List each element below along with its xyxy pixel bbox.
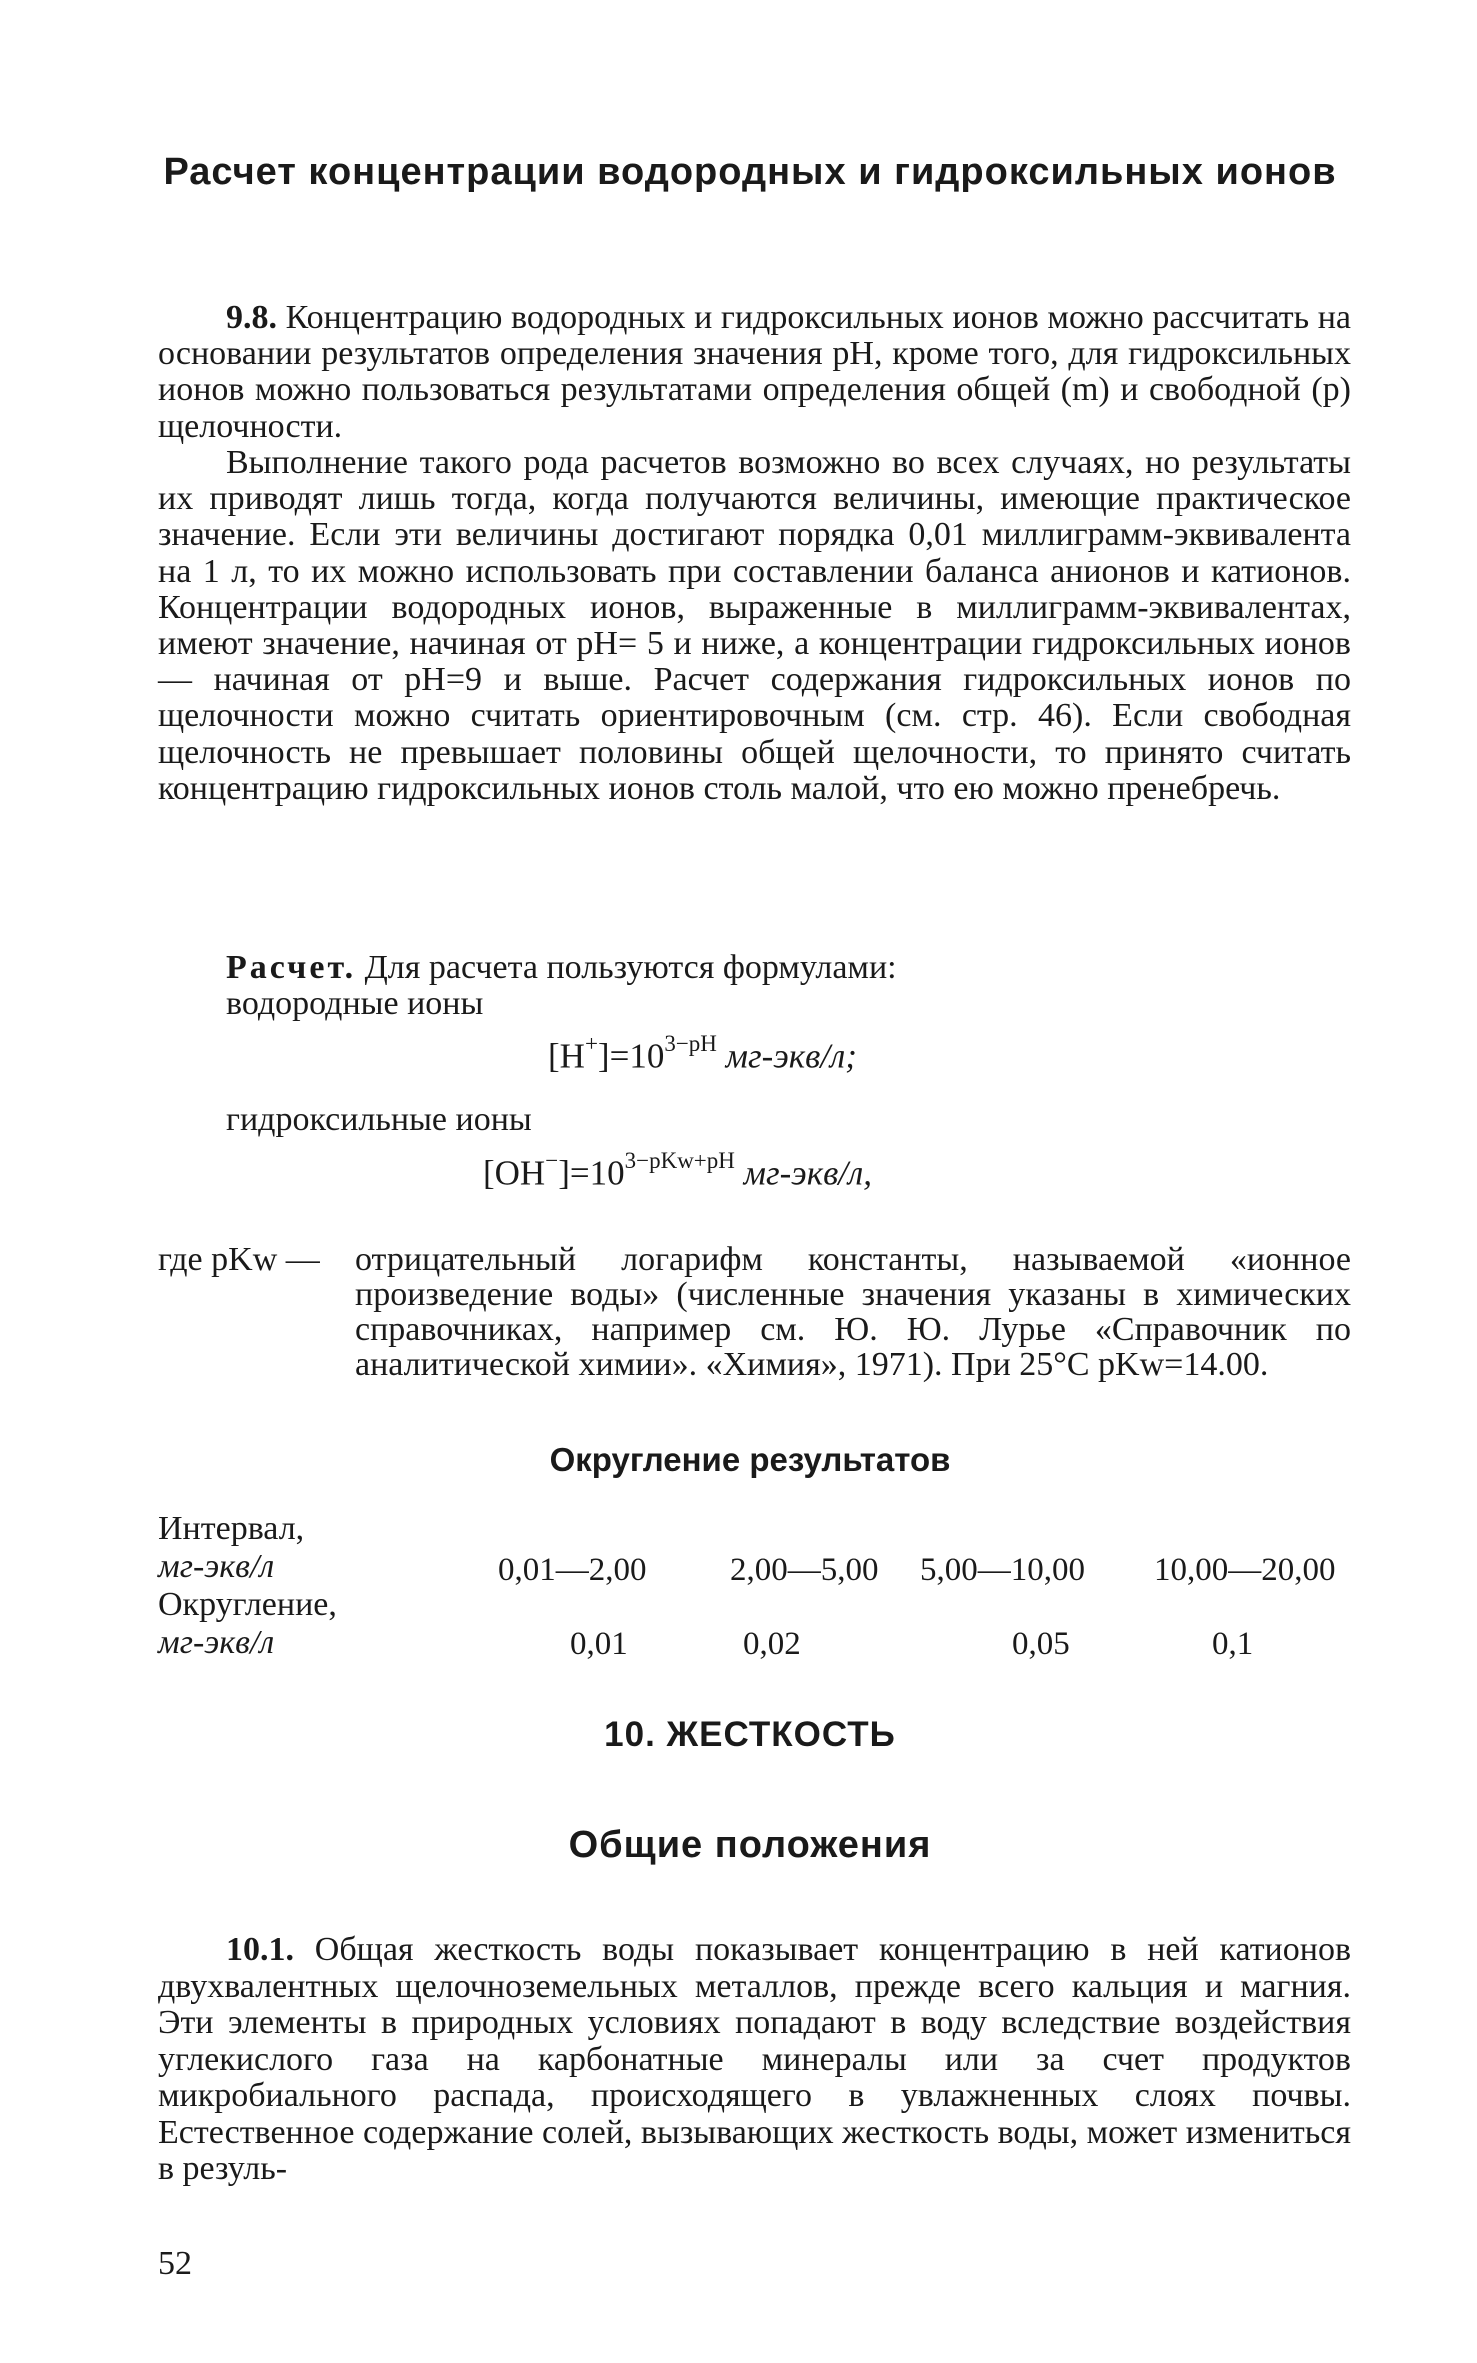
interval-cell: 5,00—10,00 <box>920 1552 1085 1588</box>
rounding-cell: 0,1 <box>1212 1626 1254 1662</box>
paragraph-text: Концентрацию водородных и гидроксильных ионов можно рассчитать на основании результатов определения значения рН, кроме того, для гидроксильных ионов можно пользоваться результатами определения общей (m) и свободной (p) щелочности. <box>158 299 1351 445</box>
rounding-row1-label <box>158 1510 304 1586</box>
interval-cell: 10,00—20,00 <box>1154 1552 1336 1588</box>
formula-h-charge: + <box>584 1031 598 1056</box>
interval-cell: 2,00—5,00 <box>730 1552 879 1588</box>
formula-oh-charge: − <box>545 1148 559 1173</box>
hydrogen-label: водородные ионы <box>226 985 484 1022</box>
row2-label-text: Округление, <box>158 1586 337 1623</box>
chapter-title: 10. ЖЕСТКОСТЬ <box>604 1715 896 1754</box>
where-text: отрицательный логарифм константы, называемой «ионное произведение воды» (численные значения указаны в химических справочниках, например см. Ю. Ю. Лурье «Справочник по аналитической химии». «Химия», 1971). При 25°С pKw=14.00. <box>355 1241 1351 1383</box>
paragraph-number: 9.8. <box>226 299 277 336</box>
page-number: 52 <box>158 2245 192 2282</box>
formula-h-eq: ]=10 <box>597 1036 665 1076</box>
formula-h-exponent: 3−pH <box>664 1031 717 1056</box>
section-title: Расчет концентрации водородных и гидроксильных ионов <box>163 151 1337 193</box>
calculation-intro-text: Для расчета пользуются формулами: <box>364 949 897 986</box>
rounding-cell: 0,02 <box>743 1626 801 1662</box>
paragraph-9-8 <box>158 300 1351 445</box>
formula-h-unit: мг-экв/л; <box>725 1036 857 1076</box>
rounding-row2-label <box>158 1586 337 1662</box>
formula-hydrogen <box>548 1031 857 1077</box>
paragraph-calculation-conditions <box>158 445 1351 807</box>
paragraph-number: 10.1. <box>226 1931 294 1968</box>
formula-oh-eq: ]=10 <box>558 1153 625 1193</box>
formula-hydroxyl <box>483 1148 873 1194</box>
calculation-intro <box>226 950 897 986</box>
formula-oh-exponent: 3−pKw+pH <box>624 1148 735 1173</box>
where-term: где pKw — <box>158 1241 320 1278</box>
calculation-label: Расчет. <box>226 949 357 986</box>
subsection-title: Общие положения <box>568 1824 932 1866</box>
formula-h-left: [H <box>548 1036 585 1076</box>
hydroxyl-label: гидроксильные ионы <box>226 1101 532 1138</box>
rounding-cell: 0,05 <box>1012 1626 1070 1662</box>
row2-unit: мг-экв/л <box>158 1624 275 1661</box>
row1-unit: мг-экв/л <box>158 1548 275 1585</box>
interval-cell: 0,01—2,00 <box>498 1552 647 1588</box>
paragraph-text: Общая жесткость воды показывает концентрацию в ней катионов двухвалентных щелочноземельных металлов, прежде всего кальция и магния. Эти элементы в природных условиях попадают в воду вследствие воздействия углекислого газа на карбонатные минералы или за счет продуктов микробиального распада, происходящего в увлажненных слоях почвы. Естественное содержание солей, вызывающих жесткость воды, может измениться в резуль- <box>158 1931 1351 2187</box>
paragraph-10-1 <box>158 1932 1351 2188</box>
paragraph-text: Выполнение такого рода расчетов возможно во всех случаях, но результаты их приводят лишь тогда, когда получаются величины, имеющие практическое значение. Если эти величины достигают порядка 0,01 миллиграмм-эквивалента на 1 л, то их можно использовать при составлении баланса анионов и катионов. Концентрации водородных ионов, выраженные в миллиграмм-эквивалентах, имеют значение, начиная от pH= 5 и ниже, а концентрации гидроксильных ионов — начиная от pH=9 и выше. Расчет содержания гидроксильных ионов по щелочности можно считать ориентировочным (см. стр. 46). Если свободная щелочность не превышает половины общей щелочности, то принято считать концентрацию гидроксильных ионов столь малой, что ею можно пренебречь. <box>158 444 1351 807</box>
row1-label-text: Интервал, <box>158 1510 305 1547</box>
rounding-cell: 0,01 <box>570 1626 628 1662</box>
formula-oh-unit: мг-экв/л, <box>743 1153 873 1193</box>
formula-oh-left: [OH <box>483 1153 546 1193</box>
rounding-title: Округление результатов <box>549 1441 951 1478</box>
